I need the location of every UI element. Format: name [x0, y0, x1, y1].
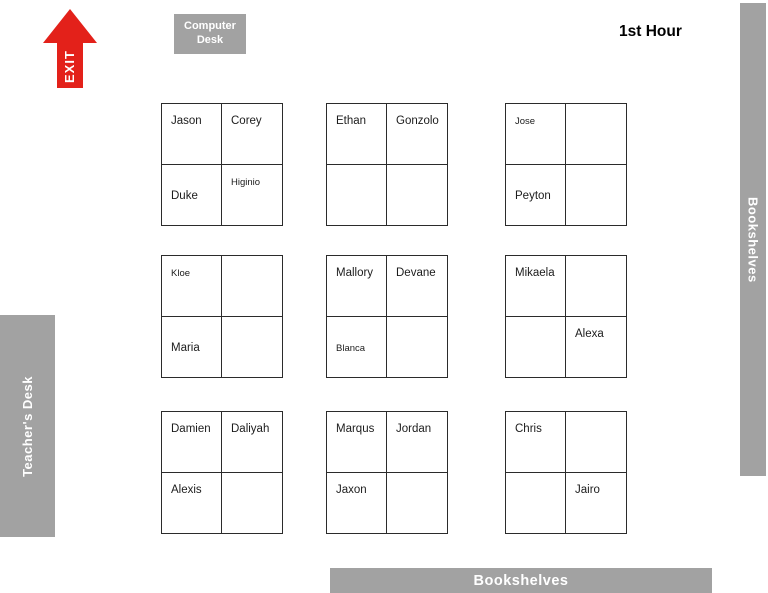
- seat-empty: [387, 165, 447, 226]
- student-name: Corey: [231, 115, 262, 127]
- student-name: Alexa: [575, 327, 604, 340]
- seat-empty: [387, 317, 447, 378]
- student-name: Maria: [171, 341, 200, 354]
- seat-higinio: [222, 165, 282, 226]
- computer-desk: [174, 14, 246, 54]
- seat-empty: [387, 473, 447, 534]
- seat-duke: [162, 165, 222, 226]
- seat-empty: [222, 317, 282, 378]
- desk-group-r2c1: [161, 255, 283, 378]
- seat-blanca: [327, 317, 387, 378]
- student-name: Daliyah: [231, 423, 270, 435]
- seat-alexis: [162, 473, 222, 534]
- seat-mikaela: [506, 256, 566, 317]
- student-name: Duke: [171, 189, 198, 202]
- student-name: Ethan: [336, 115, 367, 127]
- teachers-desk: [0, 315, 55, 537]
- bookshelves-bottom: [330, 568, 712, 593]
- seat-empty: [566, 412, 626, 473]
- student-name: Damien: [171, 423, 211, 435]
- seat-ethan: [327, 104, 387, 165]
- seat-devane: [387, 256, 447, 317]
- seat-marqus: [327, 412, 387, 473]
- seat-empty: [222, 473, 282, 534]
- seat-empty: [566, 104, 626, 165]
- desk-group-r3c2: [326, 411, 448, 534]
- seat-maria: [162, 317, 222, 378]
- desk-group-r3c1: [161, 411, 283, 534]
- desk-group-r1c2: [326, 103, 448, 226]
- seat-empty: [506, 473, 566, 534]
- student-name: Alexis: [171, 483, 202, 496]
- student-name: Chris: [515, 423, 542, 435]
- student-name: Blanca: [336, 342, 366, 354]
- seat-mallory: [327, 256, 387, 317]
- seat-empty: [222, 256, 282, 317]
- seat-gonzolo: [387, 104, 447, 165]
- student-name: Jaxon: [336, 483, 367, 496]
- desk-group-r3c3: [505, 411, 627, 534]
- desk-group-r2c2: [326, 255, 448, 378]
- desk-group-r1c1: [161, 103, 283, 226]
- seat-jairo: [566, 473, 626, 534]
- seat-empty: [566, 165, 626, 226]
- seat-corey: [222, 104, 282, 165]
- seat-jordan: [387, 412, 447, 473]
- student-name: Jason: [171, 115, 202, 127]
- seat-kloe: [162, 256, 222, 317]
- seat-alexa: [566, 317, 626, 378]
- desk-group-r1c3: [505, 103, 627, 226]
- student-name: Marqus: [336, 423, 375, 435]
- page-title: 1st Hour: [619, 23, 682, 40]
- student-name: Peyton: [515, 189, 551, 202]
- student-name: Jordan: [396, 423, 432, 435]
- seat-chris: [506, 412, 566, 473]
- up-arrow-icon: [43, 9, 97, 88]
- student-name: Jose: [515, 116, 536, 127]
- seat-jason: [162, 104, 222, 165]
- student-name: Devane: [396, 267, 436, 279]
- computer-desk-label: Computer Desk: [184, 20, 236, 46]
- student-name: Kloe: [171, 268, 191, 279]
- student-name: Mikaela: [515, 267, 555, 279]
- exit-arrow-icon: [43, 9, 97, 88]
- student-name: Mallory: [336, 267, 374, 279]
- teachers-desk-label: Teacher's Desk: [20, 375, 35, 477]
- seat-jaxon: [327, 473, 387, 534]
- exit-label: EXIT: [62, 50, 77, 83]
- desk-group-r2c3: [505, 255, 627, 378]
- seat-damien: [162, 412, 222, 473]
- student-name: Higinio: [231, 176, 261, 188]
- bookshelves-bottom-label: Bookshelves: [473, 572, 569, 589]
- bookshelves-right-label: Bookshelves: [745, 196, 761, 283]
- bookshelves-right: [740, 3, 766, 476]
- student-name: Gonzolo: [396, 115, 439, 127]
- student-name: Jairo: [575, 483, 600, 496]
- seat-empty: [566, 256, 626, 317]
- seat-empty: [506, 317, 566, 378]
- seat-jose: [506, 104, 566, 165]
- seat-peyton: [506, 165, 566, 226]
- seat-empty: [327, 165, 387, 226]
- seat-daliyah: [222, 412, 282, 473]
